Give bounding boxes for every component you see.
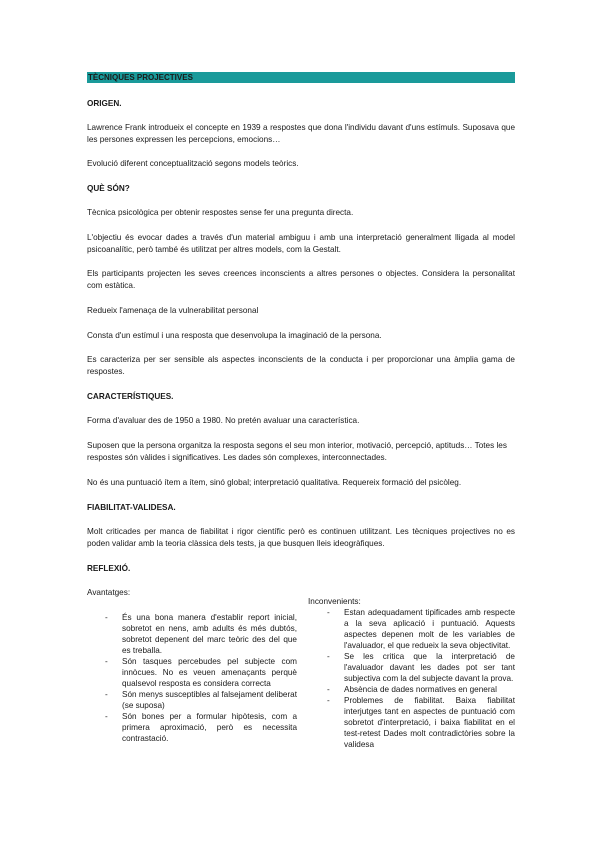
avantatges-list [105,612,297,744]
paragraph-car-3: No és una puntuació ítem a ítem, sinó global; interpretació qualitativa. Requereix formació del psicòleg. [87,478,462,487]
heading-que-son: QUÈ SÓN? [87,184,130,193]
list-item [327,651,515,684]
paragraph-origen-2: Evolució diferent conceptualització segons models teòrics. [87,159,299,168]
heading-origen: ORIGEN. [87,99,122,108]
list-item-text: Són bones per a formular hipòtesis, com a primera aproximació, però es necessita contrastació. [122,712,297,743]
heading-fiabilitat: FIABILITAT-VALIDESA. [87,503,176,512]
paragraph-car-2: Suposen que la persona organitza la resposta segons el seu mon interior, motivació, percepció, aptituds… Totes les respostes són vàlides i significatives. Les dades són complexes, interconnectades. [87,441,507,462]
paragraph-origen-1: Lawrence Frank introdueix el concepte en 1939 a respostes que dona l'individu davant d'uns estímuls. Suposava que les persones expressen les percepcions, emocions… [87,123,515,144]
avantatges-label: Avantatges: [87,588,131,597]
list-item-text: Són tasques percebudes pel subjecte com innòcues. No es veuen amenaçants perquè qualsevol resposta es considera correcta [122,657,297,688]
list-item-text: És una bona manera d'establir report inicial, sobretot en nens, amb adults és més dubtós, sobretot depenent del marc teòric des del que es treballa. [122,613,297,655]
paragraph-que-6: Es caracteriza per ser sensible als aspectes inconscients de la conducta i per proporcionar una àmplia gama de respostes. [87,355,515,376]
list-item [327,607,515,651]
list-item-text: Se les critica que la interpretació de l'avaluador davant les dades pot ser tant subjectiva com la del subjecte davant la prova. [344,652,515,683]
bullet-dash: - [105,690,108,699]
list-item [105,689,297,711]
bullet-dash: - [105,712,108,721]
bullet-dash: - [327,685,330,694]
list-item [105,711,297,744]
bullet-dash: - [327,696,330,705]
inconvenients-label: Inconvenients: [308,597,361,606]
heading-reflexio: REFLEXIÓ. [87,564,131,573]
paragraph-car-1: Forma d'avaluar des de 1950 a 1980. No pretén avaluar una característica. [87,416,360,425]
list-item-text: Estan adequadament tipificades amb respecte a la seva aplicació i puntuació. Aquests aspectes depenen molt de les variables de l'avaluador, el que redueix la seva objectivitat. [344,608,515,650]
bullet-dash: - [105,613,108,622]
heading-caracteristiques: CARACTERÍSTIQUES. [87,392,174,401]
paragraph-que-5: Consta d'un estímul i una resposta que desenvolupa la imaginació de la persona. [87,331,382,340]
bullet-dash: - [327,608,330,617]
paragraph-que-1: Tècnica psicològica per obtenir respostes sense fer una pregunta directa. [87,208,354,217]
list-item-text: Problemes de fiabilitat. Baixa fiabilitat interjutges tant en aspectes de puntuació com sobretot d'interpretació, i baixa fiabilitat en el test-retest Dades molt contradictòries sobre la validesa [344,696,515,749]
list-item [105,656,297,689]
list-item [327,695,515,750]
paragraph-que-4: Redueix l'amenaça de la vulnerabilitat personal [87,306,259,315]
bullet-dash: - [105,657,108,666]
bullet-dash: - [327,652,330,661]
list-item-text: Absència de dades normatives en general [344,685,497,694]
paragraph-que-3: Els participants projecten les seves creences inconscients a altres persones o objectes. Considera la personalitat com estàtica. [87,269,515,290]
list-item [105,612,297,656]
paragraph-que-2: L'objectiu és evocar dades a través d'un material ambiguu i amb una interpretació generalment lligada al model psicoanalític, però també és utilitzat per altres models, com la Gestalt. [87,233,515,254]
list-item-text: Són menys susceptibles al falsejament deliberat (se suposa) [122,690,297,710]
title-bar [87,72,515,83]
paragraph-fiabilitat: Molt criticades per manca de fiabilitat i rigor científic però es continuen utilitzant. Les tècniques projectives no es poden validar amb la teoria clàssica dels tests, ja que busquen lleis ideogràfiques. [87,527,515,548]
inconvenients-list [327,607,515,750]
list-item [327,684,515,695]
document-title: TÈCNIQUES PROJECTIVES [88,73,193,82]
